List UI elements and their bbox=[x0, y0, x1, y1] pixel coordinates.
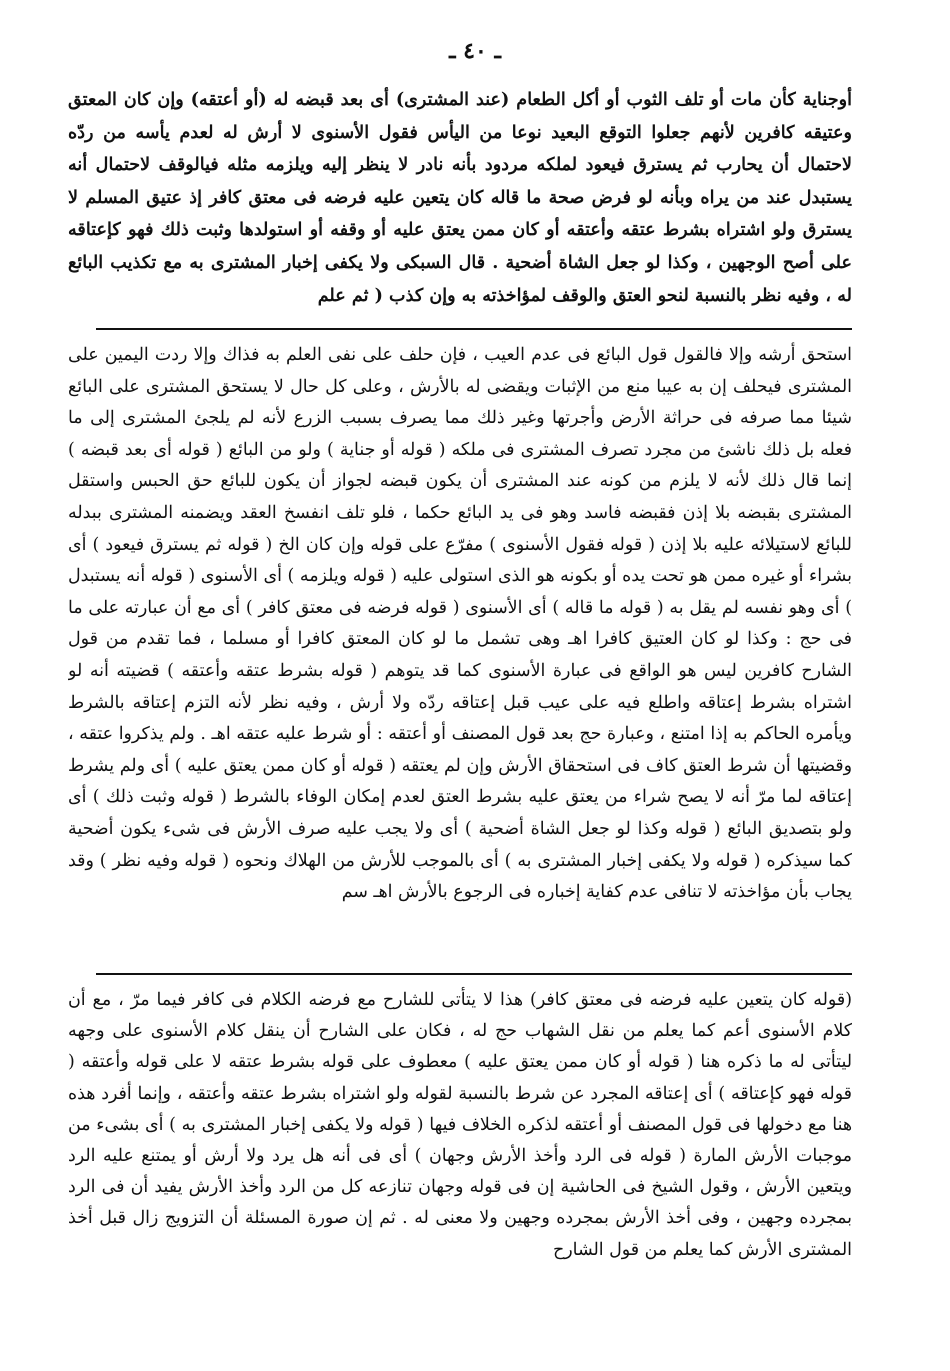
commentary-block-first bbox=[68, 340, 852, 909]
commentary-block-second bbox=[68, 985, 852, 1266]
main-text-block bbox=[68, 84, 852, 312]
separator-line bbox=[96, 973, 852, 975]
page-number: ـ ٤٠ ـ bbox=[449, 38, 501, 64]
commentary-paragraph: (قوله كان يتعين عليه فرضه فى معتق كافر) هذا لا يتأتى للشارح مع فرضه الكلام فى كافر فيما مرّ ، مع أن كلام الأسنوى أعم كما يعلم من نقل الشهاب حج له ، فكان على الشارح أن ينقل كلام الأسنوى على وجهه ليتأتى له ما ذكره هنا ( قوله أو كان ممن يعتق عليه ) معطوف على قوله بشرط عتقه لا على قوله وأعتقه ( قوله فهو كإعتاقه ) أى إعتاقه المجرد عن شرط بالنسبة لقوله ولو اشتراه بشرط عتقه وأعتقه ، وإنما أفرد هذه هنا مع دخولها فى قول المصنف أو أعتقه لذكره الخلاف فيها ( قوله ولا يكفى إخبار المشترى به ) أى بشىء من موجبات الأرش المارة ( قوله فى الرد وأخذ الأرش وجهان ) أى فى أنه هل يرد ولا أرش أو يمتنع عليه الرد ويتعين الأرش ، وقول الشيخ فى الحاشية إن فى قوله وجهان تنازعه كل من الرد وأخذ الأرش يفيد أن فى الرد بمجرده وجهين ، وفى أخذ الأرش بمجرده وجهين ولا معنى له . ثم إن صورة المسئلة أن التزويج زال قبل أخذ المشترى الأرش كما يعلم من قول الشارح bbox=[68, 990, 852, 1260]
main-text-paragraph: أوجناية كأن مات أو تلف الثوب أو أكل الطعام (عند المشترى) أى بعد قبضه له (أو أعتقه) وإن كان المعتق وعتيقه كافرين لأنهم جعلوا التوقع البعيد نوعا من اليأس فقول الأسنوى لا أرش له لعدم يأسه من ردّه لاحتمال أن يحارب ثم يسترق فيعود لملكه مردود بأنه نادر لا ينظر إليه ويلزمه مثله فيالوقف لاحتمال أنه يستبدل عند من يراه وبأنه لو فرض صحة ما قاله كان يتعين عليه فرضه فى معتق كافر إذ عتيق المسلم لا يسترق ولو اشتراه بشرط عتقه وأعتقه أو كان ممن يعتق عليه أو وقفه أو استولدها وثبت ذلك فهو كإعتاقه على أصح الوجهين ، وكذا لو جعل الشاة أضحية . قال السبكى ولا يكفى إخبار المشترى به مع تكذيب البائع له ، وفيه نظر بالنسبة لنحو العتق والوقف لمؤاخذته به وإن كذب ( ثم علم bbox=[68, 89, 852, 306]
commentary-paragraph: استحق أرشه وإلا فالقول قول البائع فى عدم العيب ، فإن حلف على نفى العلم به فذاك وإلا ردت اليمين على المشترى فيحلف إن به عيبا منع من الإثبات ويقضى له بالأرش ، وعلى كل حال لا يستحق المشترى على البائع شيئا مما صرفه فى حراثة الأرض وأجرتها وغير ذلك مما يصرف بسبب الزرع لأنه لم يلجئ المشترى إلى ما فعله بل ذلك ناشئ من مجرد تصرف المشترى فى ملكه ( قوله أو جناية ) ولو من البائع ( قوله أى بعد قبضه ) إنما قال ذلك لأنه لا يلزم من كونه عند المشترى أن يكون قبضه لجواز أن يكون للبائع حق الحبس واستقل المشترى بقبضه بلا إذن فقبضه فاسد وهو فى يد البائع حكما ، فلو تلف انفسخ العقد ويضمنه المشترى ببدله للبائع لاستيلائه عليه بلا إذن ( قوله فقول الأسنوى ) مفرّع على قوله وإن كان الخ ( قوله ثم يسترق فيعود ) أى بشراء أو غيره ممن هو تحت يده أو بكونه هو الذى استولى عليه ( قوله ويلزمه ) أى الأسنوى ( قوله أنه يستبدل ) أى وهو نفسه لم يقل به ( قوله ما قاله ) أى الأسنوى ( قوله فرضه فى معتق كافر ) أى مع أن عبارته على ما فى حج : وكذا لو كان العتيق كافرا اهـ وهى تشمل ما لو كان المعتق كافرا أو مسلما ، فما تقدم من قول الشارح كافرين ليس هو الواقع فى عبارة الأسنوى كما قد يتوهم ( قوله بشرط عتقه وأعتقه ) قضيته أنه لو اشتراه بشرط إعتاقه واطلع فيه على عيب قبل إعتاقه ردّه ولا أرش ، وفيه نظر لأنه التزم إعتاقه بالشرط ويأمره الحاكم به إذا امتنع ، وعبارة حج بعد قول المصنف أو أعتقه : أو شرط عليه عتقه اهـ . ولم يذكروا عتقه ، وقضيتها أن شرط العتق كاف فى استحقاق الأرش وإن لم يعتقه ( قوله أو كان ممن يعتق عليه ) أى ولم يشرط إعتاقه لما مرّ أنه لا يصح شراء من يعتق عليه بشرط العتق لعدم إمكان الوفاء بالشرط ( قوله وثبت ذلك ) أى ولو بتصديق البائع ( قوله وكذا لو جعل الشاة أضحية ) أى ولا يجب عليه صرف الأرش فى شىء يكون أضحية كما سيذكره ( قوله ولا يكفى إخبار المشترى به ) أى بالموجب للأرش من الهلاك ونحوه ( قوله وفيه نظر ) وقد يجاب بأن مؤاخذته لا تنافى عدم كفاية إخباره فى الرجوع بالأرش اهـ سم bbox=[68, 345, 852, 903]
separator-line bbox=[96, 328, 852, 330]
